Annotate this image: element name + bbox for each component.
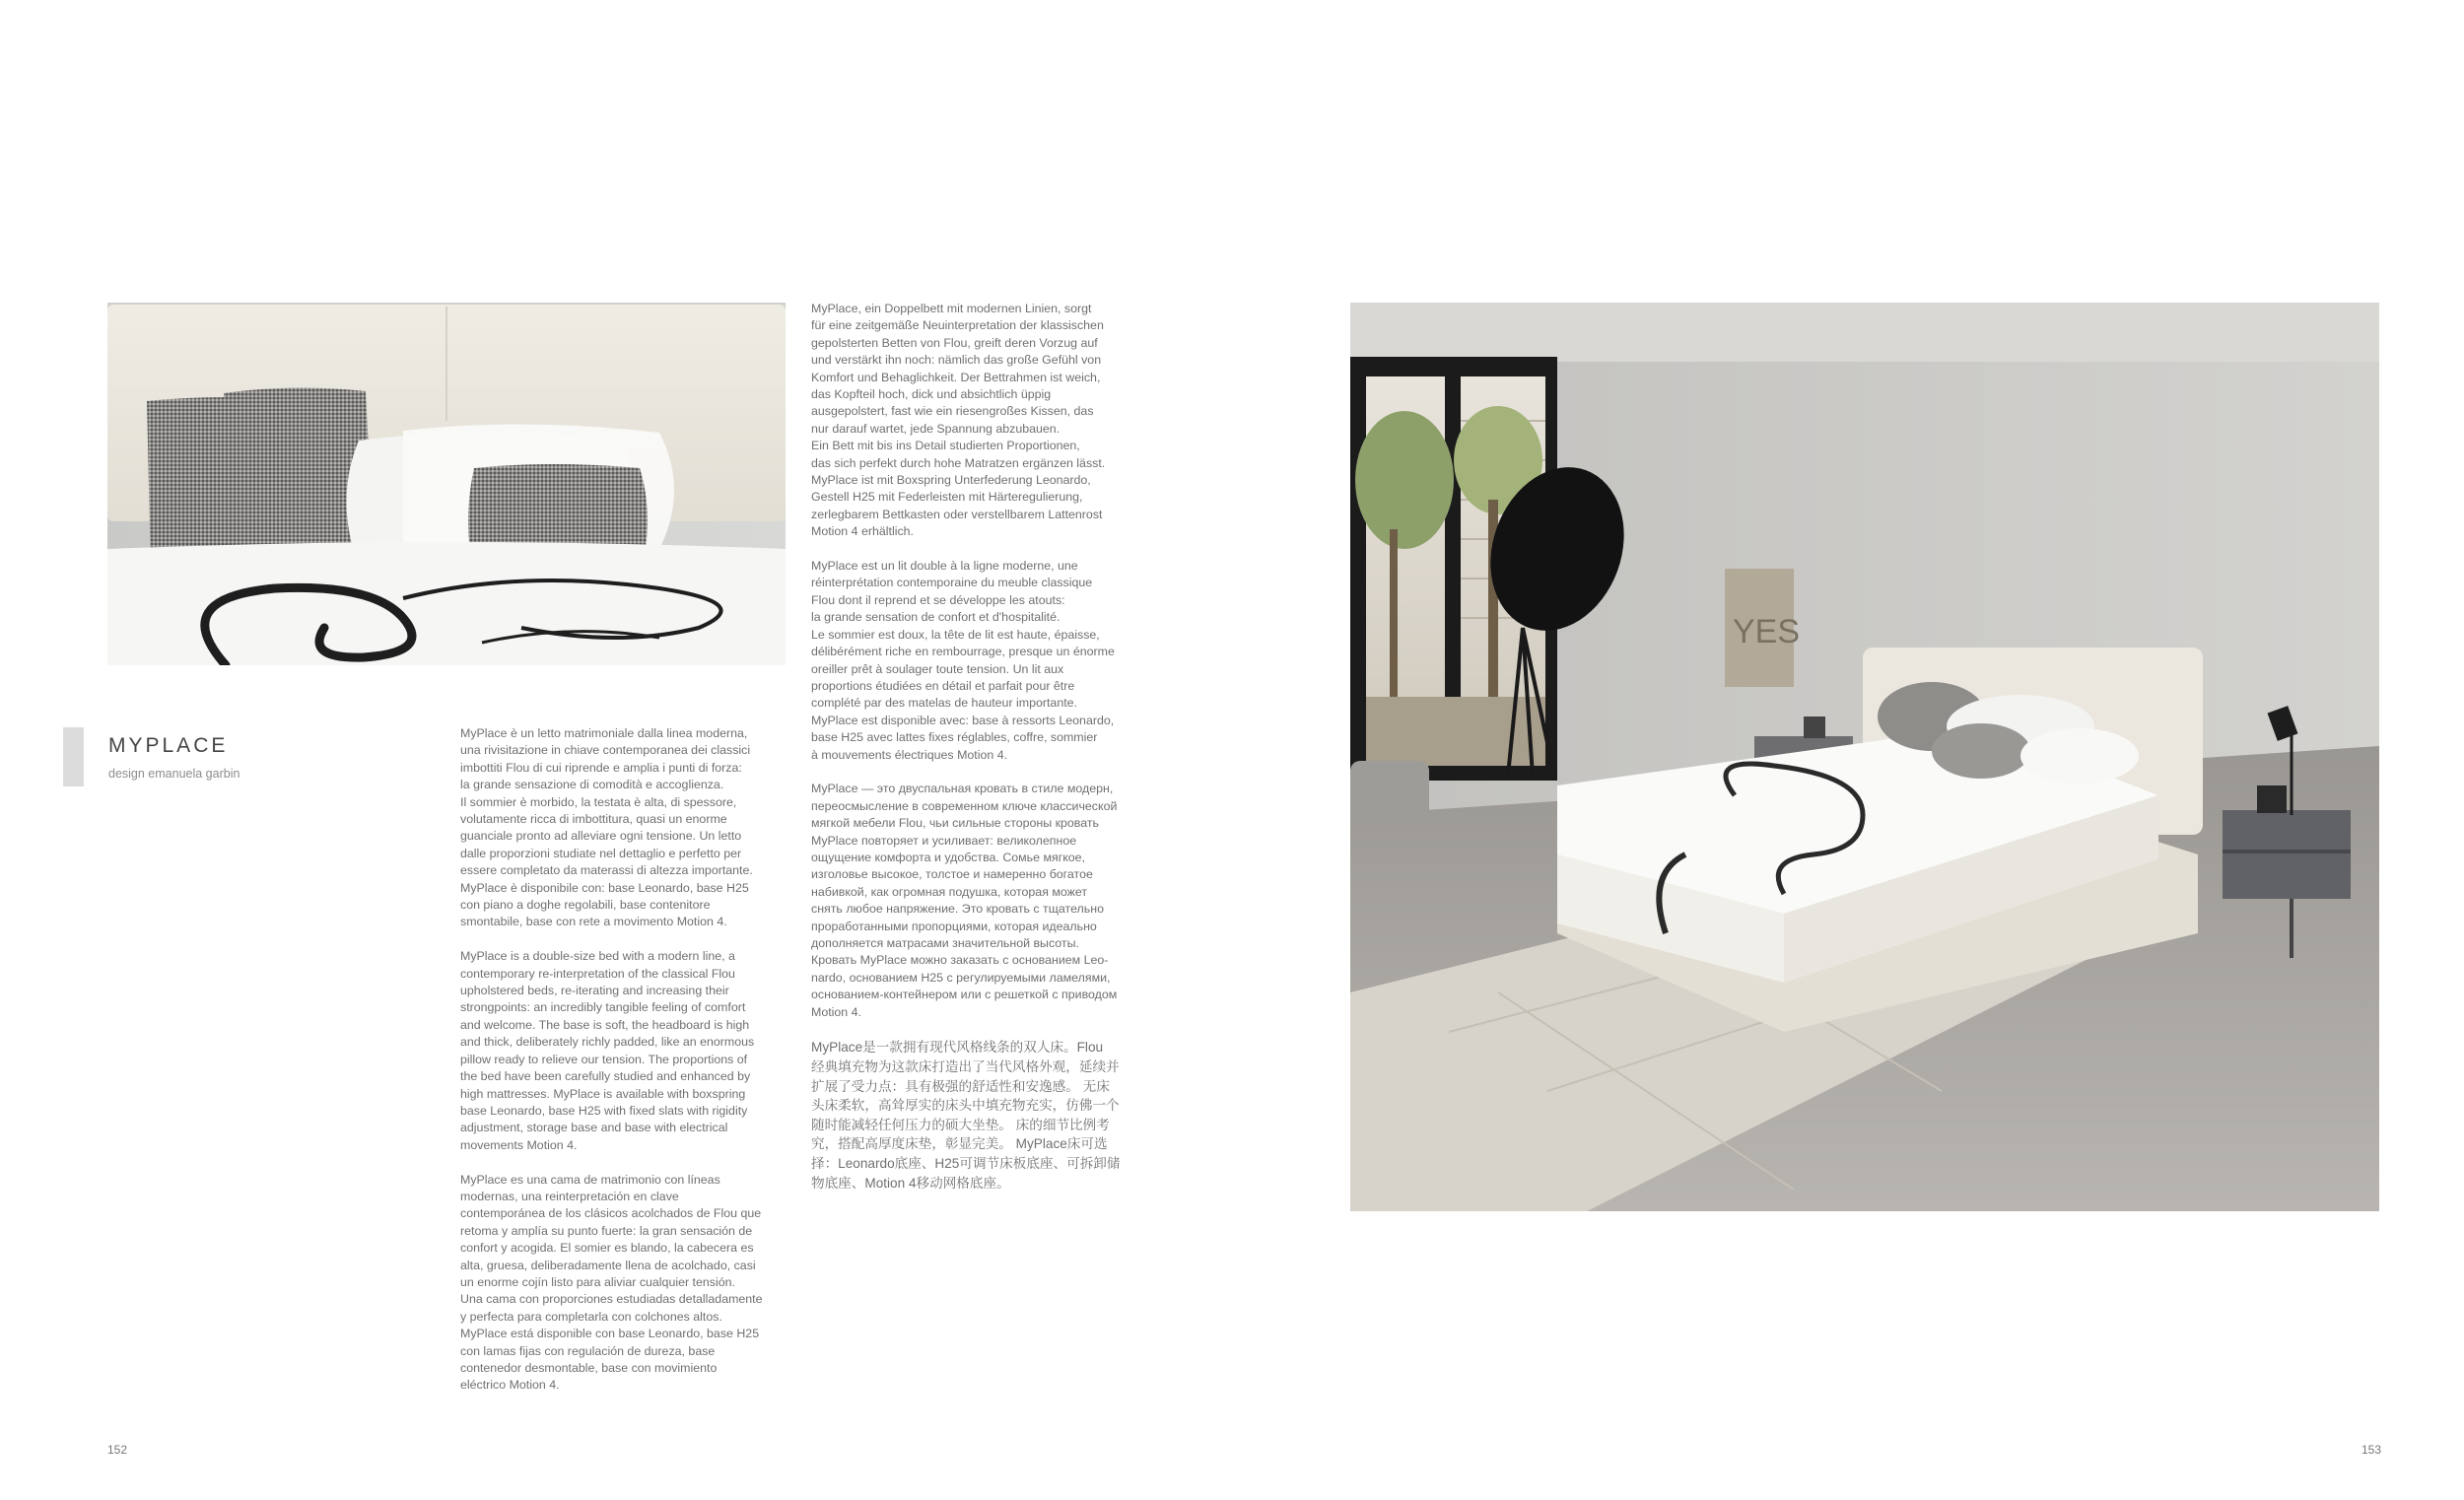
section-accent-bar	[63, 727, 84, 786]
paragraph-french: MyPlace est un lit double à la ligne moderne, une réinterprétation contemporaine du meuble classique Flou dont il reprend et se développe les atouts: la grande sensation de confort et d'hospitalité. Le sommier est doux, la tête de lit est haute, épaisse, délibérément riche en rembourrage, presque un énorme oreiller prêt à soulager toute tension. Un lit aux proportions étudiées en détail et parfait pour être complété par des matelas de hauteur importante. MyPlace est disponible avec: base à ressorts Leonardo, base H25 avec lattes fixes réglables, coffre, sommier à mouvements électriques Motion 4.	[811, 559, 1115, 762]
text-column-left	[460, 725, 786, 1411]
wall-art-text: YES	[1733, 613, 1801, 650]
paragraph-english: MyPlace is a double-size bed with a modern line, a contemporary re-interpretation of the classical Flou upholstered beds, re-iterating and increasing their strongpoints: an incredibly tangible feeling of comfort and welcome. The base is soft, the headboard is high and thick, deliberately richly padded, like an enormous pillow ready to relieve our tension. The proportions of the bed have been carefully studied and enhanced by high mattresses. MyPlace is available with boxspring base Leonardo, base H25 with fixed slats with rigidity adjustment, storage base and base with electrical movements Motion 4.	[460, 949, 755, 1152]
paragraph-russian: MyPlace — это двуспальная кровать в стиле модерн, переосмысление в современном ключе классической мягкой мебели Flou, чьи сильные стороны кровать MyPlace повторяет и усиливает: великолепное ощущение комфорта и удобства. Сомье мягкое, изголовье высокое, толстое и намеренно богатое набивкой, как огромная подушка, которая может снять любое напряжение. Это кровать с тщательно проработанными пропорциями, которая идеально дополняется матрасами значительной высоты. Кровать MyPlace можно заказать с основанием Leo- nardo, основанием H25 с регулируемыми ламелями, основанием-контейнером или с решеткой с приводом Motion 4.	[811, 782, 1118, 1019]
bed-closeup-photo	[107, 303, 786, 665]
paragraph-italian: MyPlace è un letto matrimoniale dalla linea moderna, una rivisitazione in chiave contemporanea dei classici imbottiti Flou di cui riprende e amplia i punti di forza: la grande sensazione di comodità e accoglienza. Il sommier è morbido, la testata è alta, di spessore, volutamente ricca di imbottitura, quasi un enorme guanciale pronto ad alleviare ogni tensione. Un letto dalle proporzioni studiate nel dettaglio e perfetto per essere completato da materassi di altezza importante. MyPlace è disponibile con: base Leonardo, base H25 con piano a doghe regolabili, base contenitore smontabile, base con rete a movimento Motion 4.	[460, 726, 753, 929]
paragraph-chinese: MyPlace是一款拥有现代风格线条的双人床。Flou 经典填充物为这款床打造出了当代风格外观，延续并 扩展了受力点：具有极强的舒适性和安逸感。 无床 头床柔软，高耸厚实的床头中填充物充实，仿佛一个 随时能减轻任何压力的硕大坐垫。 床的细节比例考 究，搭配高厚度床垫，彰显完美。 MyPlace床可选 择：Leonardo底座、H25可调节床板底座、可拆卸储 物底座、Motion 4移动网格底座。	[811, 1040, 1121, 1191]
paragraph-german: MyPlace, ein Doppelbett mit modernen Linien, sorgt für eine zeitgemäße Neuinterpretation der klassischen gepolsterten Betten von Flou, greift deren Vorzug auf und verstärkt ihn noch: nämlich das große Gefühl von Komfort und Behaglichkeit. Der Bettrahmen ist weich, das Kopfteil hoch, dick und absichtlich üppig ausgepolstert, fast wie ein riesengroßes Kissen, das nur darauf wartet, jede Spannung abzubauen. Ein Bett mit bis ins Detail studierten Proportionen, das sich perfekt durch hohe Matratzen ergänzen lässt. MyPlace ist mit Boxspring Unterfederung Leonardo, Gestell H25 mit Federleisten mit Härteregulierung, zerlegbarem Bettkasten oder verstellbarem Lattenrost Motion 4 erhältlich.	[811, 302, 1106, 539]
text-column-right	[811, 301, 1146, 1210]
bedroom-scene-photo	[1350, 303, 2379, 1211]
product-title: MYPLACE	[108, 734, 229, 757]
designer-credit: design emanuela garbin	[108, 767, 240, 781]
page-number-left: 152	[107, 1443, 128, 1457]
paragraph-spanish: MyPlace es una cama de matrimonio con líneas modernas, una reinterpretación en clave contemporánea de los clásicos acolchados de Flou que retoma y amplía su punto fuerte: la gran sensación de confort y acogida. El somier es blando, la cabecera es alta, gruesa, deliberadamente llena de acolchado, casi un enorme cojín listo para aliviar cualquier tensión. Una cama con proporciones estudiadas detalladamente y perfecta para completarla con colchones altos. MyPlace está disponible con base Leonardo, base H25 con lamas fijas con regulación de dureza, base contenedor desmontable, base con movimiento eléctrico Motion 4.	[460, 1172, 763, 1393]
page-number-right: 153	[2361, 1443, 2381, 1457]
